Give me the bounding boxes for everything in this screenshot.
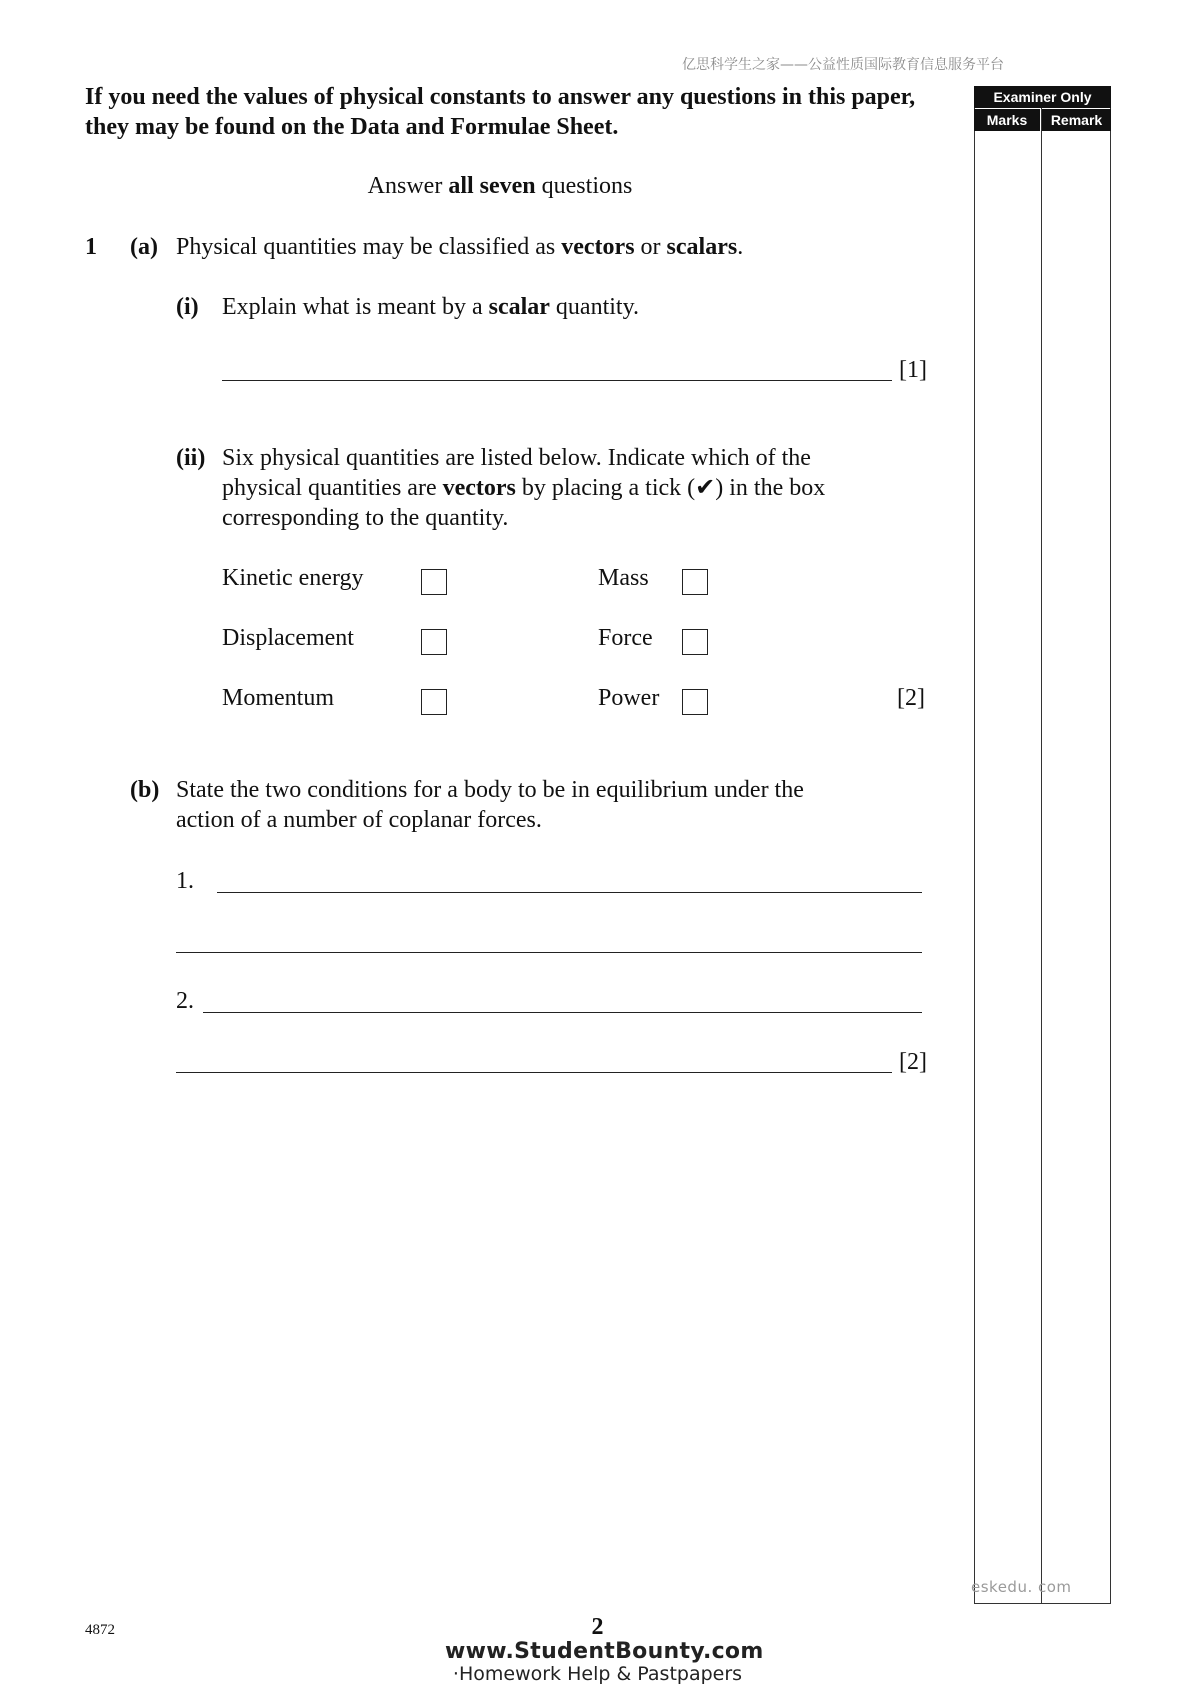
checkbox-force[interactable]	[682, 629, 708, 655]
quantity-power-label: Power	[598, 685, 660, 711]
logo-line1: www.StudentBounty.com	[445, 1639, 764, 1664]
part-b-label: (b)	[130, 777, 160, 803]
watermark-side: eskedu. com	[971, 1578, 1072, 1596]
examiner-only-header: Examiner Only	[974, 86, 1111, 108]
checkbox-power[interactable]	[682, 689, 708, 715]
checkbox-momentum[interactable]	[421, 689, 447, 715]
answer-line-b2-cont[interactable]	[176, 1072, 892, 1073]
part-i-text: Explain what is meant by a scalar quantity.	[222, 294, 640, 320]
checkbox-kinetic-energy[interactable]	[421, 569, 447, 595]
answer-line-b2[interactable]	[203, 1012, 922, 1013]
condition-2-label: 2.	[176, 988, 194, 1014]
part-ii-label: (ii)	[176, 445, 206, 471]
condition-1-label: 1.	[176, 868, 194, 894]
paper-code: 4872	[85, 1622, 115, 1638]
quantity-kinetic-energy-label: Kinetic energy	[222, 565, 364, 591]
answer-line-i[interactable]	[222, 380, 892, 381]
quantity-force-label: Force	[598, 625, 653, 651]
marks-ii: [2]	[897, 685, 925, 711]
marks-b: [2]	[899, 1049, 927, 1075]
answer-line-b1-cont[interactable]	[176, 952, 922, 953]
checkbox-mass[interactable]	[682, 569, 708, 595]
part-a-label: (a)	[130, 234, 158, 260]
watermark-top: 亿思科学生之家——公益性质国际教育信息服务平台	[682, 57, 1004, 73]
examiner-column-divider	[1041, 108, 1042, 1604]
quantity-displacement-label: Displacement	[222, 625, 354, 651]
page-number: 2	[591, 1614, 604, 1640]
part-ii-line2: physical quantities are vectors by placing a tick (✔) in the box	[222, 475, 826, 501]
marks-header: Marks	[974, 109, 1040, 131]
intro-text: If you need the values of physical constants to answer any questions in this paper, they may be found on the Data and Formulae Sheet.	[85, 84, 916, 140]
studentbounty-logo	[445, 1639, 764, 1685]
checkbox-displacement[interactable]	[421, 629, 447, 655]
logo-line2: ·Homework Help & Pastpapers	[452, 1663, 743, 1685]
part-ii-line1: Six physical quantities are listed below. Indicate which of the	[222, 445, 811, 471]
part-b-line1: State the two conditions for a body to be in equilibrium under the	[176, 777, 804, 803]
marks-i: [1]	[899, 357, 927, 383]
question-number: 1	[85, 234, 97, 260]
remark-header: Remark	[1042, 109, 1111, 131]
part-a-text: Physical quantities may be classified as vectors or scalars.	[176, 234, 744, 260]
part-b-line2: action of a number of coplanar forces.	[176, 807, 542, 833]
quantity-mass-label: Mass	[598, 565, 649, 591]
instruction: Answer all seven questions	[367, 173, 633, 199]
quantity-momentum-label: Momentum	[222, 685, 334, 711]
part-i-label: (i)	[176, 294, 199, 320]
examiner-column-frame	[974, 86, 1111, 1604]
answer-line-b1[interactable]	[217, 892, 922, 893]
part-ii-line3: corresponding to the quantity.	[222, 505, 509, 531]
